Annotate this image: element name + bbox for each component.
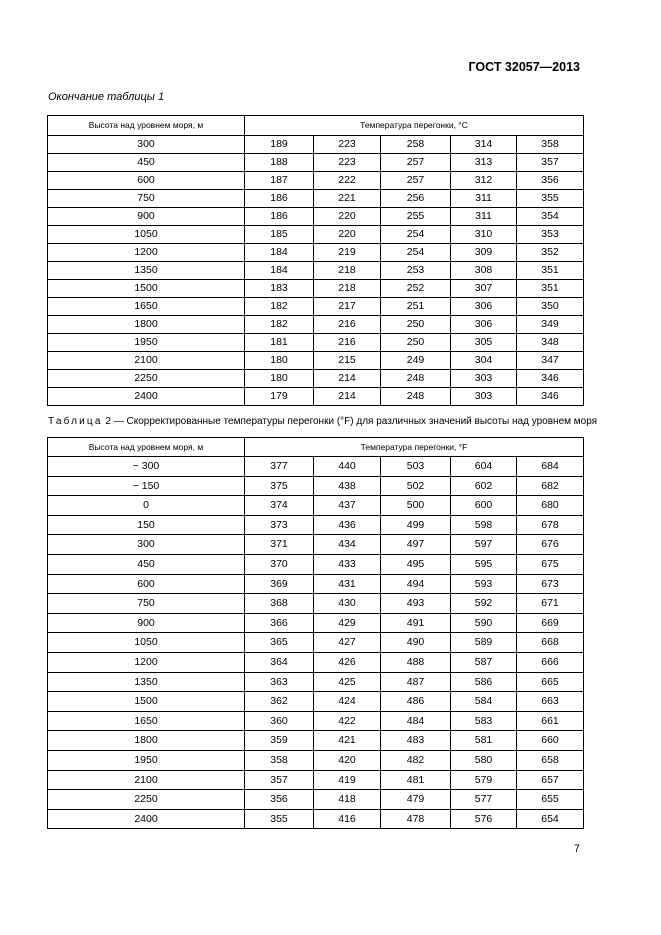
temperature-cell: 678 [517,515,584,535]
temperature-cell: 676 [517,535,584,555]
temperature-cell: 488 [381,652,451,672]
table-row [48,298,584,316]
temperature-cell: 253 [381,262,451,280]
temperature-cell: 254 [381,244,451,262]
temperature-cell: 577 [451,790,517,810]
table-row [48,190,584,208]
altitude-cell: 1350 [48,262,245,280]
column-header-altitude: Высота над уровнем моря, м [48,438,245,457]
temperature-cell: 500 [381,496,451,516]
altitude-cell: 2100 [48,352,245,370]
table-row [48,770,584,790]
temperature-cell: 593 [451,574,517,594]
temperature-cell: 597 [451,535,517,555]
altitude-cell: 2100 [48,770,245,790]
table-row [48,370,584,388]
temperature-cell: 356 [517,172,584,190]
altitude-cell: 300 [48,535,245,555]
altitude-cell: 1050 [48,633,245,653]
temperature-cell: 183 [245,280,314,298]
temperature-cell: 186 [245,190,314,208]
column-header-temperature: Температура перегонки, °С [245,116,584,136]
temperature-cell: 188 [245,154,314,172]
table-row [48,809,584,829]
temperature-cell: 429 [314,613,381,633]
temperature-cell: 248 [381,388,451,406]
temperature-cell: 655 [517,790,584,810]
temperature-cell: 180 [245,370,314,388]
table-row [48,692,584,712]
temperature-cell: 354 [517,208,584,226]
table-row [48,652,584,672]
temperature-cell: 351 [517,262,584,280]
temperature-cell: 368 [245,594,314,614]
temperature-cell: 304 [451,352,517,370]
altitude-cell: 1950 [48,334,245,352]
temperature-cell: 362 [245,692,314,712]
temperature-cell: 491 [381,613,451,633]
table-body [48,136,584,406]
temperature-cell: 358 [245,750,314,770]
temperature-cell: 576 [451,809,517,829]
table-row [48,457,584,477]
standard-number: ГОСТ 32057—2013 [468,60,580,74]
temperature-cell: 668 [517,633,584,653]
table-header-row [48,438,584,457]
temperature-cell: 479 [381,790,451,810]
temperature-cell: 314 [451,136,517,154]
temperature-cell: 363 [245,672,314,692]
temperature-cell: 666 [517,652,584,672]
table-row [48,613,584,633]
caption-number: 2 [105,416,111,427]
temperature-cell: 490 [381,633,451,653]
temperature-cell: 583 [451,711,517,731]
altitude-cell: 300 [48,136,245,154]
temperature-cell: 602 [451,476,517,496]
temperature-cell: 222 [314,172,381,190]
temperature-cell: 590 [451,613,517,633]
temperature-cell: 307 [451,280,517,298]
altitude-cell: 2250 [48,790,245,810]
temperature-cell: 425 [314,672,381,692]
altitude-cell: 900 [48,613,245,633]
temperature-cell: 217 [314,298,381,316]
table-row [48,334,584,352]
temperature-cell: 657 [517,770,584,790]
table-row [48,594,584,614]
temperature-cell: 219 [314,244,381,262]
table-row [48,574,584,594]
table-row [48,535,584,555]
temperature-cell: 251 [381,298,451,316]
temperature-cell: 214 [314,388,381,406]
altitude-cell: 0 [48,496,245,516]
temperature-cell: 684 [517,457,584,477]
altitude-cell: 750 [48,594,245,614]
temperature-cell: 352 [517,244,584,262]
temperature-cell: 255 [381,208,451,226]
temperature-cell: 418 [314,790,381,810]
temperature-cell: 348 [517,334,584,352]
temperature-cell: 419 [314,770,381,790]
temperature-cell: 671 [517,594,584,614]
temperature-cell: 374 [245,496,314,516]
altitude-cell: 2400 [48,388,245,406]
temperature-cell: 424 [314,692,381,712]
table-row [48,496,584,516]
altitude-cell: 1650 [48,298,245,316]
altitude-cell: 450 [48,154,245,172]
temperature-cell: 365 [245,633,314,653]
temperature-cell: 250 [381,334,451,352]
table-row [48,554,584,574]
table-row [48,280,584,298]
altitude-cell: 900 [48,208,245,226]
temperature-cell: 434 [314,535,381,555]
temperature-cell: 187 [245,172,314,190]
temperature-cell: 305 [451,334,517,352]
altitude-cell: 750 [48,190,245,208]
table-row [48,154,584,172]
temperature-cell: 584 [451,692,517,712]
table-1 [47,115,584,406]
temperature-cell: 309 [451,244,517,262]
temperature-cell: 427 [314,633,381,653]
temperature-cell: 581 [451,731,517,751]
temperature-cell: 250 [381,316,451,334]
table-row [48,711,584,731]
temperature-cell: 308 [451,262,517,280]
table-row [48,136,584,154]
temperature-cell: 214 [314,370,381,388]
altitude-cell: 1950 [48,750,245,770]
temperature-cell: 356 [245,790,314,810]
temperature-cell: 420 [314,750,381,770]
temperature-cell: 350 [517,298,584,316]
temperature-cell: 371 [245,535,314,555]
temperature-cell: 579 [451,770,517,790]
temperature-cell: 654 [517,809,584,829]
altitude-cell: 150 [48,515,245,535]
temperature-cell: 349 [517,316,584,334]
table-row [48,731,584,751]
temperature-cell: 589 [451,633,517,653]
table-row [48,208,584,226]
temperature-cell: 220 [314,208,381,226]
altitude-cell: 1350 [48,672,245,692]
altitude-cell: 450 [48,554,245,574]
temperature-cell: 258 [381,136,451,154]
table-2 [47,437,584,829]
temperature-cell: 682 [517,476,584,496]
temperature-cell: 580 [451,750,517,770]
temperature-cell: 311 [451,208,517,226]
temperature-cell: 431 [314,574,381,594]
temperature-cell: 600 [451,496,517,516]
temperature-cell: 256 [381,190,451,208]
temperature-cell: 357 [517,154,584,172]
temperature-cell: 353 [517,226,584,244]
altitude-cell: 1800 [48,731,245,751]
temperature-cell: 586 [451,672,517,692]
table-row [48,476,584,496]
temperature-cell: 680 [517,496,584,516]
temperature-cell: 248 [381,370,451,388]
temperature-cell: 669 [517,613,584,633]
temperature-cell: 216 [314,316,381,334]
column-header-temperature: Температура перегонки, °F [245,438,584,457]
table-2-caption [48,416,597,427]
temperature-cell: 182 [245,298,314,316]
table-row [48,226,584,244]
table-row [48,352,584,370]
temperature-cell: 218 [314,280,381,298]
altitude-cell: 2250 [48,370,245,388]
temperature-cell: 249 [381,352,451,370]
temperature-cell: 351 [517,280,584,298]
temperature-cell: 665 [517,672,584,692]
table-row [48,172,584,190]
table-row [48,316,584,334]
table-row [48,515,584,535]
temperature-cell: 312 [451,172,517,190]
temperature-cell: 185 [245,226,314,244]
altitude-cell: 1050 [48,226,245,244]
altitude-cell: 1650 [48,711,245,731]
table-header-row [48,116,584,136]
temperature-cell: 661 [517,711,584,731]
temperature-cell: 421 [314,731,381,751]
temperature-cell: 252 [381,280,451,298]
temperature-cell: 220 [314,226,381,244]
temperature-cell: 221 [314,190,381,208]
temperature-cell: 373 [245,515,314,535]
temperature-cell: 495 [381,554,451,574]
altitude-cell: 1500 [48,280,245,298]
table-row [48,244,584,262]
temperature-cell: 375 [245,476,314,496]
temperature-cell: 483 [381,731,451,751]
temperature-cell: 503 [381,457,451,477]
temperature-cell: 377 [245,457,314,477]
temperature-cell: 223 [314,136,381,154]
temperature-cell: 478 [381,809,451,829]
caption-label: Таблица [48,416,103,427]
temperature-cell: 487 [381,672,451,692]
temperature-cell: 355 [245,809,314,829]
altitude-cell: 1800 [48,316,245,334]
temperature-cell: 257 [381,154,451,172]
temperature-cell: 223 [314,154,381,172]
temperature-cell: 257 [381,172,451,190]
temperature-cell: 673 [517,574,584,594]
temperature-cell: 494 [381,574,451,594]
temperature-cell: 360 [245,711,314,731]
altitude-cell: 600 [48,574,245,594]
temperature-cell: 181 [245,334,314,352]
temperature-cell: 358 [517,136,584,154]
table-row [48,750,584,770]
temperature-cell: 502 [381,476,451,496]
page-number: 7 [573,843,580,855]
temperature-cell: 355 [517,190,584,208]
table-row [48,262,584,280]
temperature-cell: 422 [314,711,381,731]
temperature-cell: 184 [245,262,314,280]
temperature-cell: 440 [314,457,381,477]
temperature-cell: 254 [381,226,451,244]
temperature-cell: 430 [314,594,381,614]
temperature-cell: 497 [381,535,451,555]
temperature-cell: 218 [314,262,381,280]
temperature-cell: 486 [381,692,451,712]
altitude-cell: − 150 [48,476,245,496]
temperature-cell: 663 [517,692,584,712]
temperature-cell: 595 [451,554,517,574]
temperature-cell: 675 [517,554,584,574]
temperature-cell: 658 [517,750,584,770]
temperature-cell: 433 [314,554,381,574]
temperature-cell: 370 [245,554,314,574]
column-header-altitude: Высота над уровнем моря, м [48,116,245,136]
temperature-cell: 216 [314,334,381,352]
temperature-cell: 179 [245,388,314,406]
temperature-cell: 359 [245,731,314,751]
altitude-cell: 1200 [48,244,245,262]
temperature-cell: 311 [451,190,517,208]
temperature-cell: 310 [451,226,517,244]
temperature-cell: 346 [517,388,584,406]
temperature-cell: 182 [245,316,314,334]
temperature-cell: 366 [245,613,314,633]
temperature-cell: 436 [314,515,381,535]
table-row [48,633,584,653]
temperature-cell: 346 [517,370,584,388]
temperature-cell: 416 [314,809,381,829]
temperature-cell: 184 [245,244,314,262]
temperature-cell: 660 [517,731,584,751]
altitude-cell: 1200 [48,652,245,672]
temperature-cell: 604 [451,457,517,477]
temperature-cell: 313 [451,154,517,172]
temperature-cell: 482 [381,750,451,770]
temperature-cell: 592 [451,594,517,614]
temperature-cell: 587 [451,652,517,672]
altitude-cell: 600 [48,172,245,190]
temperature-cell: 347 [517,352,584,370]
altitude-cell: − 300 [48,457,245,477]
temperature-cell: 499 [381,515,451,535]
table-continuation-label: Окончание таблицы 1 [48,91,165,103]
temperature-cell: 306 [451,298,517,316]
temperature-cell: 357 [245,770,314,790]
altitude-cell: 2400 [48,809,245,829]
table-row [48,388,584,406]
temperature-cell: 306 [451,316,517,334]
temperature-cell: 369 [245,574,314,594]
table-row [48,672,584,692]
altitude-cell: 1500 [48,692,245,712]
table-body [48,457,584,829]
temperature-cell: 426 [314,652,381,672]
temperature-cell: 364 [245,652,314,672]
temperature-cell: 180 [245,352,314,370]
temperature-cell: 303 [451,388,517,406]
table-row [48,790,584,810]
temperature-cell: 437 [314,496,381,516]
caption-text: — Скорректированные температуры перегонки (°F) для различных значений высоты над уровнем моря [113,416,598,427]
temperature-cell: 215 [314,352,381,370]
temperature-cell: 481 [381,770,451,790]
temperature-cell: 438 [314,476,381,496]
temperature-cell: 598 [451,515,517,535]
temperature-cell: 186 [245,208,314,226]
temperature-cell: 189 [245,136,314,154]
temperature-cell: 484 [381,711,451,731]
temperature-cell: 493 [381,594,451,614]
temperature-cell: 303 [451,370,517,388]
